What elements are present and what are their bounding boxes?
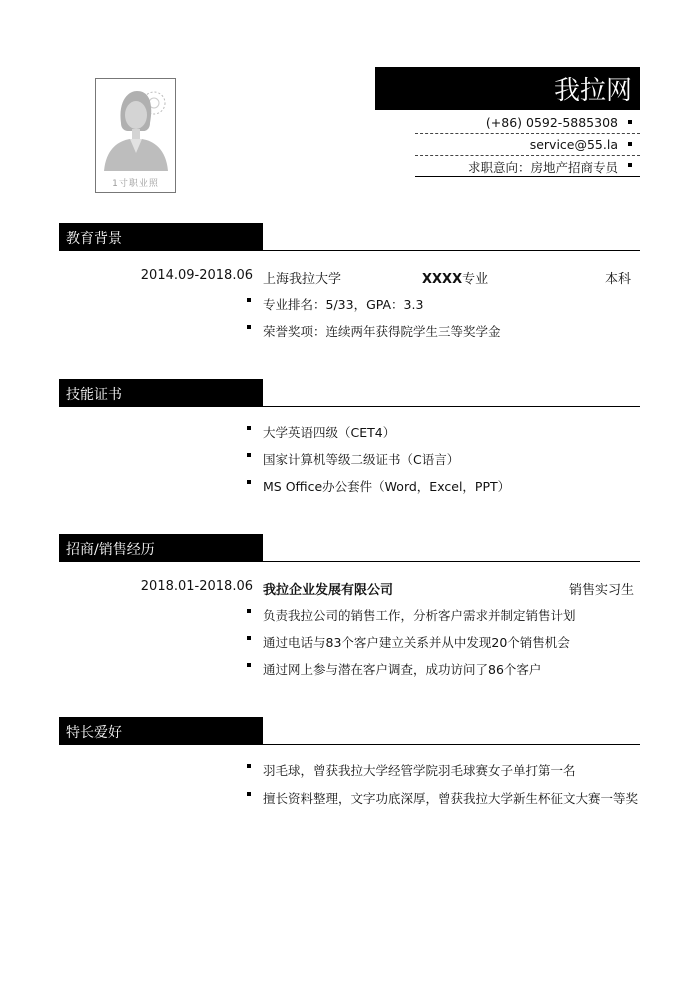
section-title: 特长爱好	[66, 725, 122, 741]
list-item: 大学英语四级（CET4）	[263, 425, 396, 440]
school-name: 上海我拉大学	[263, 272, 342, 287]
bullet-icon	[247, 663, 251, 667]
list-item: MS Office办公套件（Word，Excel，PPT）	[263, 479, 511, 494]
section-title: 教育背景	[66, 231, 122, 247]
bullet-icon	[628, 142, 632, 146]
bullet-icon	[628, 120, 632, 124]
section-divider	[59, 250, 640, 251]
degree: 本科	[605, 272, 632, 287]
bullet-icon	[628, 163, 632, 167]
photo-caption: 1寸职业照	[112, 179, 159, 189]
section-heading-experience	[59, 534, 263, 562]
profile-photo	[95, 78, 176, 193]
phone-row	[415, 111, 640, 134]
list-item: 负责我拉公司的销售工作，分析客户需求并制定销售计划	[263, 608, 576, 623]
list-item: 通过网上参与潜在客户调查，成功访问了86个客户	[263, 662, 542, 677]
list-item: 通过电话与83个客户建立关系并从中发现20个销售机会	[263, 635, 570, 650]
objective-text: 求职意向：房地产招商专员	[467, 160, 618, 175]
bullet-icon	[247, 426, 251, 430]
bullet-icon	[247, 480, 251, 484]
email-text: service@55.la	[529, 137, 618, 152]
list-item: 国家计算机等级二级证书（C语言）	[263, 452, 460, 467]
section-title: 招商/销售经历	[66, 542, 155, 558]
experience-date: 2018.01-2018.06	[140, 579, 253, 594]
bullet-icon	[247, 325, 251, 329]
company-name: 我拉企业发展有限公司	[263, 583, 394, 598]
bullet-icon	[247, 298, 251, 302]
section-heading-skills	[59, 379, 263, 407]
list-item: 羽毛球，曾获我拉大学经管学院羽毛球赛女子单打第一名	[263, 763, 576, 778]
bullet-icon	[247, 609, 251, 613]
objective-row	[415, 154, 640, 177]
bullet-icon	[247, 636, 251, 640]
section-divider	[59, 561, 640, 562]
candidate-name: 我拉网	[553, 76, 632, 106]
phone-text: (+86) 0592-5885308	[485, 115, 618, 130]
name-banner	[375, 67, 640, 110]
section-divider	[59, 744, 640, 745]
major-name: XXXX	[422, 272, 463, 287]
list-item: 擅长资料整理，文字功底深厚，曾获我拉大学新生杯征文大赛一等奖	[263, 791, 639, 806]
major	[422, 268, 488, 287]
section-title: 技能证书	[66, 387, 122, 403]
major-suffix: 专业	[462, 272, 489, 287]
section-heading-education	[59, 223, 263, 251]
bullet-icon	[247, 764, 251, 768]
position: 销售实习生	[569, 583, 635, 598]
education-date: 2014.09-2018.06	[140, 268, 253, 283]
bullet-icon	[247, 453, 251, 457]
section-heading-hobbies	[59, 717, 263, 745]
section-divider	[59, 406, 640, 407]
email-row	[415, 133, 640, 156]
list-item: 荣誉奖项：连续两年获得院学生三等奖学金	[263, 324, 501, 339]
bullet-icon	[247, 792, 251, 796]
list-item: 专业排名：5/33，GPA：3.3	[263, 297, 424, 312]
